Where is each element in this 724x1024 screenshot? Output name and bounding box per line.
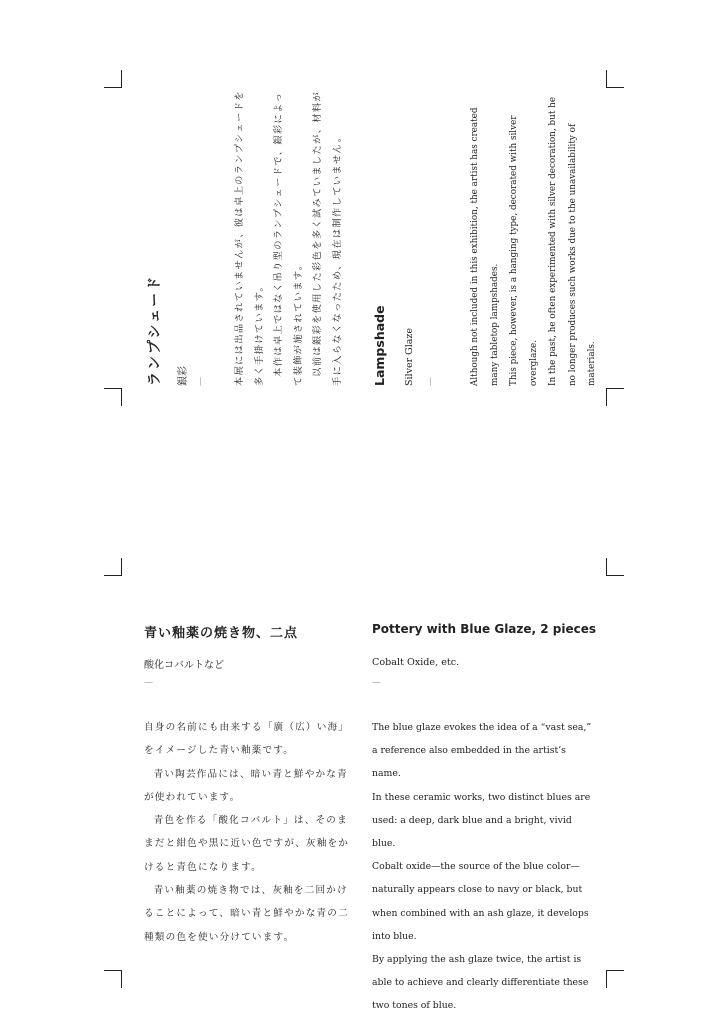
pottery-body-jp	[144, 716, 358, 949]
lampshade-body-en-p1: Although not included in this exhibition, the artist has created many tabletop lampshades.	[470, 107, 500, 386]
lampshade-dash-en: —	[426, 377, 436, 386]
pottery-dash-en: —	[372, 678, 381, 688]
lampshade-title-jp: ランプシェード	[147, 274, 163, 386]
pottery-material-jp: 酸化コバルトなど	[144, 660, 224, 671]
crop-mark-top-left	[104, 70, 130, 96]
pottery-body-en	[372, 716, 592, 1018]
lampshade-dash-jp: —	[196, 377, 206, 386]
crop-mark-bottom-left	[104, 962, 130, 988]
pottery-body-jp-p3: 青色を作る「酸化コバルト」は、そのままだと紺色や黒に近い色ですが、灰釉をかけると青色になります。	[144, 815, 350, 873]
lampshade-body-en-p2: This piece, however, is a hanging type, decorated with silver overglaze.	[509, 115, 539, 386]
lampshade-body-jp-p3: 以前は銀彩を使用した彩色を多く試みていましたが、材料が手に入らなくなったため、現在は制作していません。	[312, 90, 343, 386]
pottery-body-jp-p1: 自身の名前にも由来する「廣（広）い海」をイメージした青い釉薬です。	[144, 722, 350, 757]
pottery-body-en-p1: The blue glaze evokes the idea of a “vast sea,” a reference also embedded in the artist’s name.	[372, 722, 592, 780]
pottery-body-en-p4: By applying the ash glaze twice, the artist is able to achieve and clearly differentiate these two tones of blue.	[372, 954, 589, 1012]
lampshade-title-en: Lampshade	[372, 305, 387, 386]
crop-mark-mid-bottom-left	[104, 558, 130, 584]
lampshade-card-rotated	[140, 88, 597, 388]
lampshade-body-jp	[230, 90, 347, 386]
lampshade-body-en-p3: In the past, he often experimented with silver decoration, but he no longer produces such works due to the unavailability of materials.	[548, 96, 597, 386]
lampshade-body-en	[466, 90, 603, 386]
crop-mark-bottom-right	[598, 962, 624, 988]
pottery-body-jp-p2: 青い陶芸作品には、暗い青と鮮やかな青が使われています。	[144, 768, 348, 803]
pottery-dash-jp: —	[144, 678, 153, 688]
pottery-material-en: Cobalt Oxide, etc.	[372, 657, 460, 668]
lampshade-body-jp-p2: 本作は卓上ではなく吊り型のランプシェードで、銀彩によって装飾が施されています。	[273, 91, 304, 386]
pottery-body-en-p2: In these ceramic works, two distinct blues are used: a deep, dark blue and a bright, vivid blue.	[372, 791, 591, 850]
pottery-title-jp: 青い釉薬の焼き物、二点	[144, 626, 299, 641]
crop-mark-mid-bottom-right	[598, 558, 624, 584]
pottery-body-en-p3: Cobalt oxide—the source of the blue color—naturally appears close to navy or black, but when combined with an ash glaze, it develops into blue.	[372, 861, 589, 942]
pottery-body-jp-p4: 青い釉薬の焼き物では、灰釉を二回かけることによって、暗い青と鮮やかな青の二種類の色を使い分けています。	[144, 885, 349, 943]
lampshade-body-jp-p1: 本展には出品されていませんが、彼は卓上のランプシェードを多く手掛けています。	[234, 90, 265, 386]
pottery-title-en: Pottery with Blue Glaze, 2 pieces	[372, 622, 597, 636]
lampshade-material-en: Silver Glaze	[404, 327, 415, 386]
crop-mark-mid-top-left	[104, 380, 130, 406]
lampshade-material-jp: 銀彩	[178, 366, 189, 386]
